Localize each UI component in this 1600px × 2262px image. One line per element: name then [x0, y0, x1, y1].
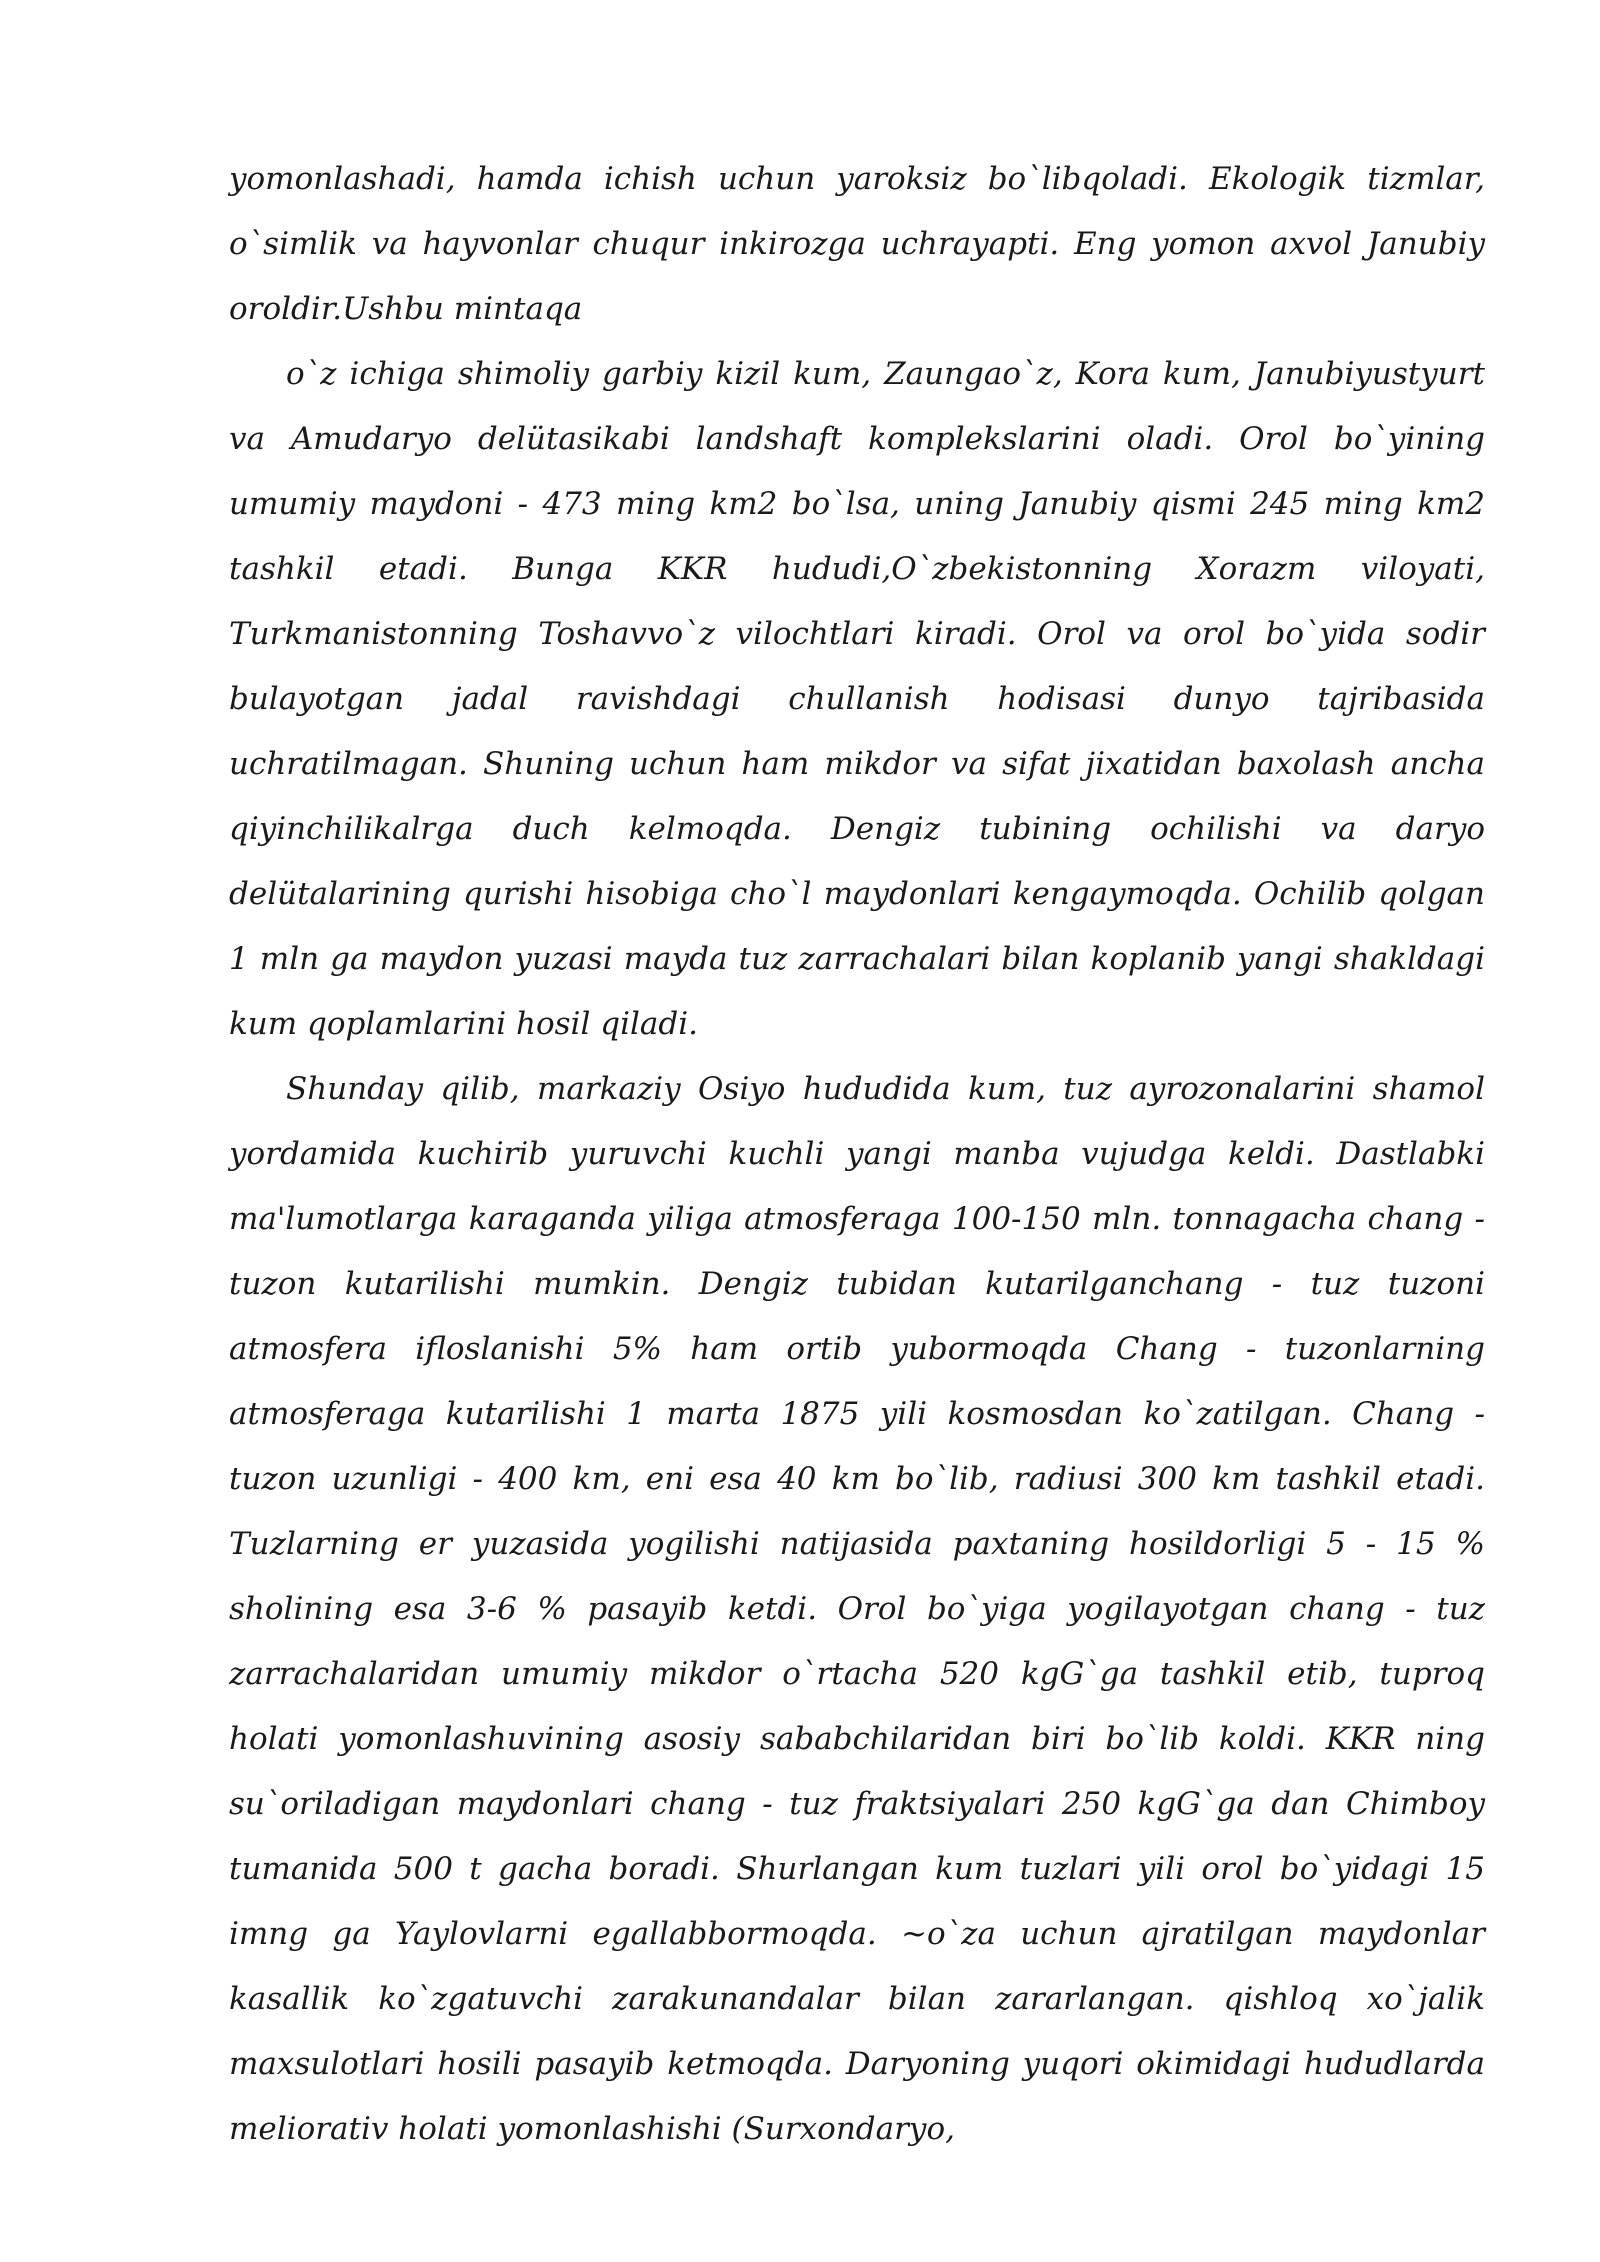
paragraph-2: o`z ichiga shimoliy garbiy kizil kum, Zaungao`z, Kora kum, Janubiyustyurt va Amudaryo delütasikabi landshaft komplekslarini oladi. Orol bo`yining umumiy maydoni - 473 ming km2 bo`lsa, uning Janubiy qismi 245 ming km2 tashkil etadi. Bunga KKR hududi,O`zbekistonning Xorazm viloyati, Turkmanistonning Toshavvo`z vilochtlari kiradi. Orol va orol bo`yida sodir bulayotgan jadal ravishdagi chullanish hodisasi dunyo tajribasida uchratilmagan. Shuning uchun ham mikdor va sifat jixatidan baxolash ancha qiyinchilikalrga duch kelmoqda. Dengiz tubining ochilishi va daryo delütalarining qurishi hisobiga cho`l maydonlari kengaymoqda. Ochilib qolgan 1 mln ga maydon yuzasi mayda tuz zarrachalari bilan koplanib yangi shakldagi kum qoplamlarini hosil qiladi.: [229, 356, 1485, 1042]
paragraph-3: Shunday qilib, markaziy Osiyo hududida kum, tuz ayrozonalarini shamol yordamida kuchirib yuruvchi kuchli yangi manba vujudga keldi. Dastlabki ma'lumotlarga karaganda yiliga atmosferaga 100-150 mln. tonnagacha chang - tuzon kutarilishi mumkin. Dengiz tubidan kutarilganchang - tuz tuzoni atmosfera ifloslanishi 5% ham ortib yubormoqda Chang - tuzonlarning atmosferaga kutarilishi 1 marta 1875 yili kosmosdan ko`zatilgan. Chang - tuzon uzunligi - 400 km, eni esa 40 km bo`lib, radiusi 300 km tashkil etadi. Tuzlarning er yuzasida yogilishi natijasida paxtaning hosildorligi 5 - 15 % sholining esa 3-6 % pasayib ketdi. Orol bo`yiga yogilayotgan chang - tuz zarrachalaridan umumiy mikdor o`rtacha 520 kgG`ga tashkil etib, tuproq holati yomonlashuvining asosiy sababchilaridan biri bo`lib koldi. KKR ning su`oriladigan maydonlari chang - tuz fraktsiyalari 250 kgG`ga dan Chimboy tumanida 500 t gacha boradi. Shurlangan kum tuzlari yili orol bo`yidagi 15 imng ga Yaylovlarni egallabbormoqda. ~o`za uchun ajratilgan maydonlar kasallik ko`zgatuvchi zarakunandalar bilan zararlangan. qishloq xo`jalik maxsulotlari hosili pasayib ketmoqda. Daryoning yuqori okimidagi hududlarda meliorativ holati yomonlashishi (Surxondaryo,: [229, 1071, 1485, 2147]
document-body: [229, 147, 1485, 2162]
paragraph-1: yomonlashadi, hamda ichish uchun yaroksiz bo`libqoladi. Ekologik tizmlar, o`simlik va hayvonlar chuqur inkirozga uchrayapti. Eng yomon axvol Janubiy oroldir.Ushbu mintaqa: [229, 161, 1485, 327]
